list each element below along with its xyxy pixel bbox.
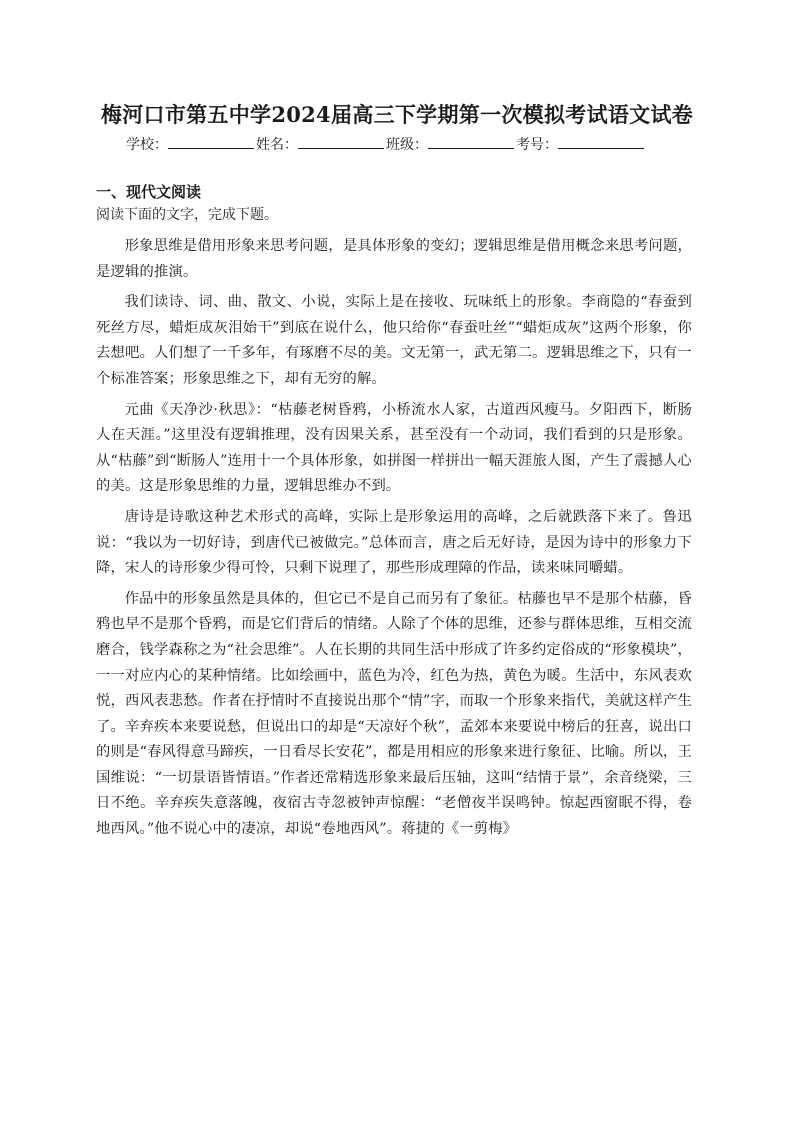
reading-passage	[96, 234, 692, 848]
student-info-fields	[126, 134, 646, 156]
school-blank[interactable]	[168, 134, 254, 149]
passage-paragraph: 元曲《天净沙·秋思》：“枯藤老树昏鸦，小桥流水人家，古道西风瘦马。夕阳西下，断肠人在天涯。”这里没有逻辑推理，没有因果关系，甚至没有一个动词，我们看到的只是形象。从“枯藤”到“断肠人”连用十一个具体形象，如拼图一样拼出一幅天涯旅人图，产生了震撼人心的美。这是形象思维的力量，逻辑思维办不到。	[96, 401, 692, 495]
reading-instruction: 阅读下面的文字，完成下题。	[96, 207, 278, 223]
school-label: 学校：	[126, 137, 168, 153]
passage-paragraph: 作品中的形象虽然是具体的，但它已不是自己而另有了象征。枯藤也早不是那个枯藤，昏鸦也早不是那个昏鸦，而是它们背后的情绪。人除了个体的思维，还参与群体思维，互相交流磨合，钱学森称之为“社会思维”。人在长期的共同生活中形成了许多约定俗成的“形象模块”，一一对应内心的某种情绪。比如绘画中，蓝色为冷，红色为热，黄色为暖。生活中，东风表欢悦，西风表悲愁。作者在抒情时不直接说出那个“情”字，而取一个形象来指代，美就这样产生了。辛弃疾本来要说愁，但说出口的却是“天凉好个秋”，孟郊本来要说中榜后的狂喜，说出口的则是“春风得意马蹄疾，一日看尽长安花”，都是用相应的形象来进行象征、比喻。所以，王国维说：“一切景语皆情语。”作者还常精选形象来最后压轴，这叫“结情于景”，余音绕梁，三日不绝。辛弃疾失意落魄，夜宿古寺忽被钟声惊醒：“老僧夜半误鸣钟。惊起西窗眠不得，卷地西风。”他不说心中的凄凉，却说“卷地西风”。蒋捷的《一剪梅》	[96, 590, 692, 838]
class-blank[interactable]	[428, 134, 514, 149]
passage-paragraph: 形象思维是借用形象来思考问题，是具体形象的变幻；逻辑思维是借用概念来思考问题，是逻辑的推演。	[96, 238, 692, 280]
passage-paragraph: 我们读诗、词、曲、散文、小说，实际上是在接收、玩味纸上的形象。李商隐的“春蚕到死丝方尽，蜡炬成灰泪始干”到底在说什么，他只给你“春蚕吐丝”“蜡炬成灰”这两个形象，你去想吧。人们想了一千多年，有琢磨不尽的美。文无第一，武无第二。逻辑思维之下，只有一个标准答案；形象思维之下，却有无穷的解。	[96, 294, 692, 387]
exam-title: 梅河口市第五中学2024届高三下学期第一次模拟考试语文试卷	[100, 102, 694, 127]
class-label: 班级：	[386, 137, 428, 153]
passage-paragraph: 唐诗是诗歌这种艺术形式的高峰，实际上是形象运用的高峰，之后就跌落下来了。鲁迅说：“我以为一切好诗，到唐代已被做完。”总体而言，唐之后无好诗，是因为诗中的形象力下降，宋人的诗形象少得可怜，只剩下说理了，那些形成理障的作品，读来味同嚼蜡。	[96, 508, 692, 577]
number-label: 考号：	[516, 137, 558, 153]
number-blank[interactable]	[558, 134, 644, 149]
section-heading: 一、现代文阅读	[96, 183, 202, 201]
name-label: 姓名：	[256, 137, 298, 153]
name-blank[interactable]	[298, 134, 384, 149]
